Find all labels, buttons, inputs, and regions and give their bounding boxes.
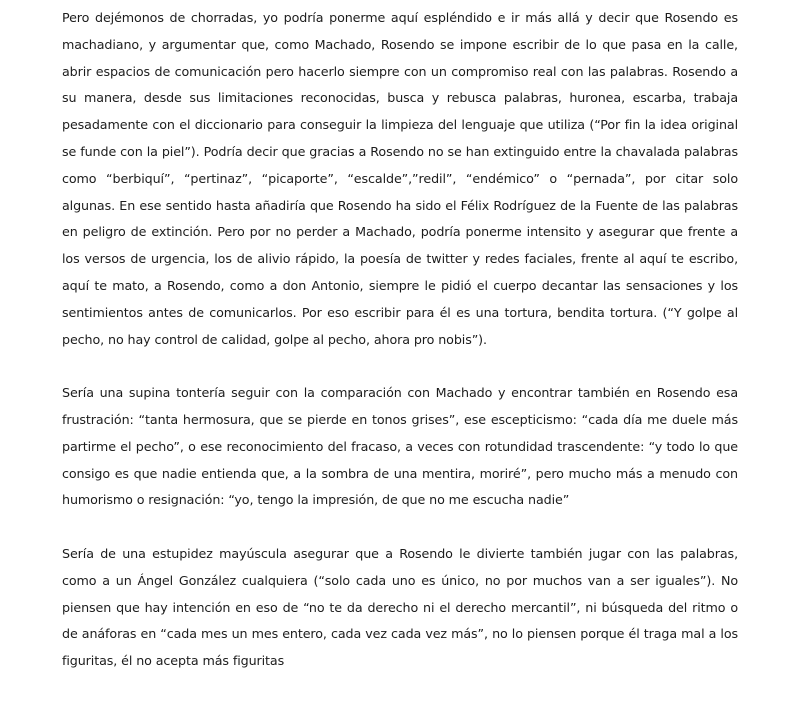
paragraph-3: Sería de una estupidez mayúscula asegurar que a Rosendo le divierte también jugar con las palabras, como a un Ángel González cualquiera (“solo cada uno es único, no por muchos van a ser iguales”). No piensen que hay intención en eso de “no te da derecho ni el derecho mercantil”, ni búsqueda del ritmo o de anáforas en “cada mes un mes entero, cada vez cada vez más”, no lo piensen porque él traga mal a los figuritas, él no acepta más figuritas xyxy=(62,545,738,669)
document-body xyxy=(62,5,738,702)
paragraph-2: Sería una supina tontería seguir con la comparación con Machado y encontrar también en Rosendo esa frustración: “tanta hermosura, que se pierde en tonos grises”, ese escepticismo: “cada día me duele más partirme el pecho”, o ese reconocimiento del fracaso, a veces con rotundidad trascendente: “y todo lo que consigo es que nadie entienda que, a la sombra de una mentira, moriré”, pero mucho más a menudo con humorismo o resignación: “yo, tengo la impresión, de que no me escucha nadie” xyxy=(62,385,738,508)
paragraph-1: Pero dejémonos de chorradas, yo podría ponerme aquí espléndido e ir más allá y decir que Rosendo es machadiano, y argumentar que, como Machado, Rosendo se impone escribir de lo que pasa en la calle, abrir espacios de comunicación pero hacerlo siempre con un compromiso real con las palabras. Rosendo a su manera, desde sus limitaciones reconocidas, busca y rebusca palabras, huronea, escarba, trabaja pesadamente con el diccionario para conseguir la limpieza del lenguaje que utiliza (“Por fin la idea original se funde con la piel”). Podría decir que gracias a Rosendo no se han extinguido entre la chavalada palabras como “berbiquí”, “pertinaz”, “picaporte”, “escalde”,”redil”, “endémico” o “pernada”, por citar solo algunas. En ese sentido hasta añadiría que Rosendo ha sido el Félix Rodríguez de la Fuente de las palabras en peligro de extinción. Pero por no perder a Machado, podría ponerme intensito y asegurar que frente a los versos de urgencia, los de alivio rápido, la poesía de twitter y redes faciales, frente al aquí te escribo, aquí te mato, a Rosendo, como a don Antonio, siempre le pidió el cuerpo decantar las sensaciones y los sentimientos antes de comunicarlos. Por eso escribir para él es una tortura, bendita tortura. (“Y golpe al pecho, no hay control de calidad, golpe al pecho, ahora pro nobis”). xyxy=(62,10,738,347)
